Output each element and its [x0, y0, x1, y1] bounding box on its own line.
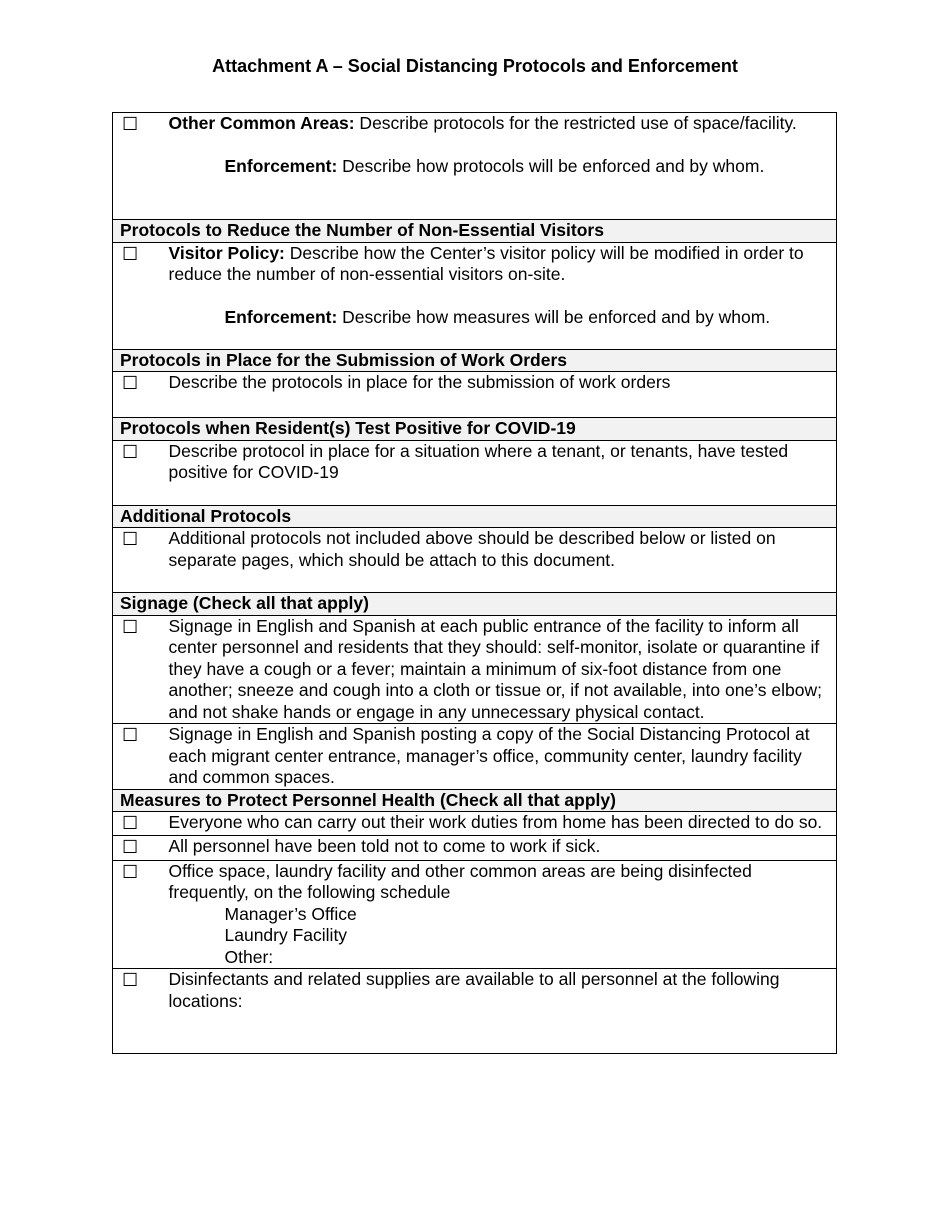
work-orders-header-row	[113, 349, 837, 372]
common-areas-label: Other Common Areas:	[168, 113, 355, 133]
common-areas-checkbox[interactable]: ☐	[113, 113, 161, 220]
covid-header-row	[113, 418, 837, 441]
schedule-other: Other:	[224, 946, 274, 967]
covid-row	[113, 440, 837, 505]
work-orders-row	[113, 372, 837, 418]
personnel-text-1: Everyone who can carry out their work duties from home has been directed to do so.	[161, 812, 837, 836]
personnel-header-row	[113, 789, 837, 812]
personnel-row	[113, 860, 837, 969]
signage-checkbox-1[interactable]: ☐	[113, 615, 161, 724]
common-areas-row	[113, 113, 837, 220]
personnel-checkbox-3[interactable]: ☐	[113, 860, 161, 969]
personnel-checkbox-1[interactable]: ☐	[113, 812, 161, 836]
work-orders-text: Describe the protocols in place for the submission of work orders	[161, 372, 837, 418]
additional-row	[113, 528, 837, 593]
common-areas-enforcement-label: Enforcement:	[224, 156, 338, 176]
visitors-header-row	[113, 220, 837, 243]
signage-row	[113, 615, 837, 724]
additional-text: Additional protocols not included above should be described below or listed on separate pages, which should be attach to this document.	[161, 528, 837, 593]
common-areas-enforcement-text: Describe how protocols will be enforced and by whom.	[337, 156, 765, 176]
additional-header-row	[113, 505, 837, 528]
additional-header: Additional Protocols	[113, 505, 837, 528]
covid-text: Describe protocol in place for a situation where a tenant, or tenants, have tested positive for COVID-19	[161, 440, 837, 505]
personnel-header: Measures to Protect Personnel Health (Check all that apply)	[113, 789, 837, 812]
personnel-row	[113, 812, 837, 836]
common-areas-text: Describe protocols for the restricted use of space/facility.	[354, 113, 797, 133]
schedule-managers-office: Manager’s Office	[224, 903, 357, 924]
covid-checkbox[interactable]: ☐	[113, 440, 161, 505]
visitor-policy-checkbox[interactable]: ☐	[113, 242, 161, 349]
personnel-checkbox-2[interactable]: ☐	[113, 835, 161, 860]
visitor-policy-row	[113, 242, 837, 349]
visitor-enforcement-text: Describe how measures will be enforced and by whom.	[337, 307, 771, 327]
personnel-text-4: Disinfectants and related supplies are available to all personnel at the following locations:	[161, 969, 837, 1054]
visitor-policy-label: Visitor Policy:	[168, 242, 285, 263]
signage-row	[113, 724, 837, 790]
signage-header: Signage (Check all that apply)	[113, 593, 837, 616]
page-title: Attachment A – Social Distancing Protocols and Enforcement	[212, 56, 738, 76]
work-orders-checkbox[interactable]: ☐	[113, 372, 161, 418]
personnel-checkbox-4[interactable]: ☐	[113, 969, 161, 1054]
visitors-header: Protocols to Reduce the Number of Non-Essential Visitors	[113, 220, 837, 243]
protocols-table	[112, 112, 837, 1054]
signage-text-1: Signage in English and Spanish at each public entrance of the facility to inform all center personnel and residents that they should: self-monitor, isolate or quarantine if they have a cough or a fever; maintain a minimum of six-foot distance from one another; sneeze and cough into a cloth or tissue or, if not available, into one’s elbow; and not shake hands or engage in any unnecessary physical contact.	[161, 615, 837, 724]
visitor-enforcement-label: Enforcement:	[224, 307, 338, 327]
visitor-policy-text: Describe how the Center’s visitor policy will be modified in order to reduce the number of non-essential visitors on-site.	[168, 242, 804, 284]
personnel-row	[113, 969, 837, 1054]
signage-header-row	[113, 593, 837, 616]
personnel-text-2: All personnel have been told not to come to work if sick.	[161, 835, 837, 860]
schedule-laundry-facility: Laundry Facility	[224, 925, 348, 945]
personnel-row	[113, 835, 837, 860]
signage-checkbox-2[interactable]: ☐	[113, 724, 161, 790]
signage-text-2: Signage in English and Spanish posting a copy of the Social Distancing Protocol at each migrant center entrance, manager’s office, community center, laundry facility and common spaces.	[161, 724, 837, 790]
additional-checkbox[interactable]: ☐	[113, 528, 161, 593]
work-orders-header: Protocols in Place for the Submission of Work Orders	[113, 349, 837, 372]
personnel-text-3: Office space, laundry facility and other common areas are being disinfected frequently, on the following schedule	[168, 860, 752, 902]
covid-header: Protocols when Resident(s) Test Positive for COVID-19	[113, 418, 837, 441]
